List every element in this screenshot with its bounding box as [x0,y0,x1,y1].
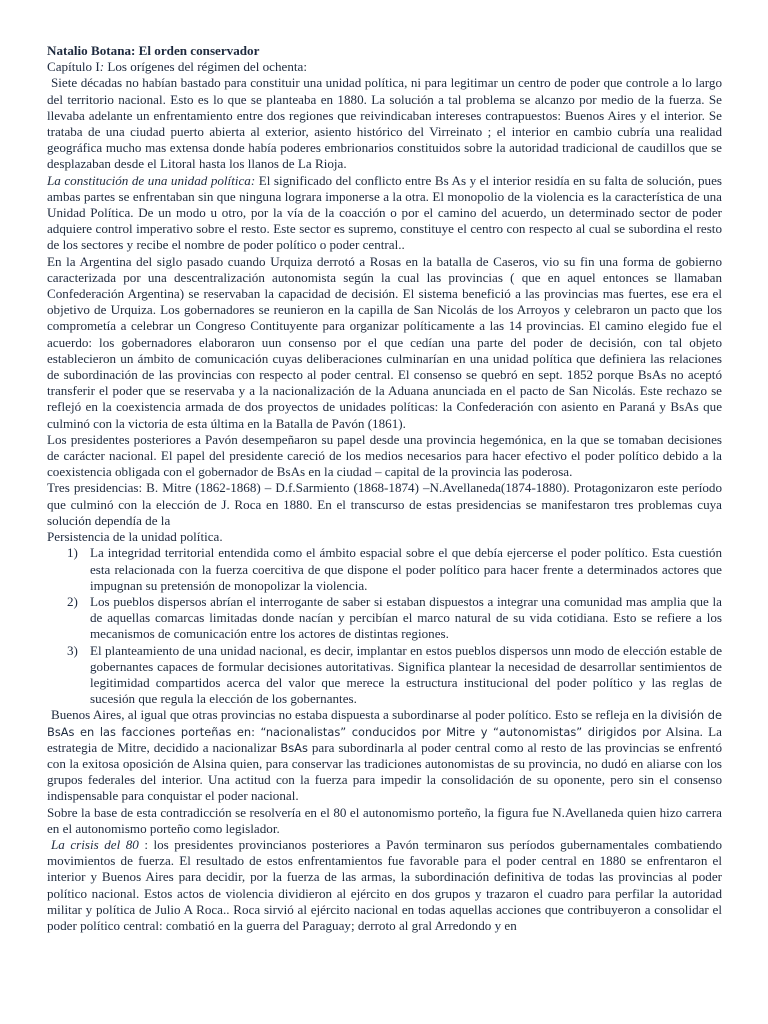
section-lead-unidad: La constitución de una unidad política: [47,172,256,188]
list-item-number: 2) [67,593,78,609]
list-item [47,594,722,643]
paragraph-presidentes: Los presidentes posteriores a Pavón desempeñaron su papel desde una provincia hegemónica, en la que se tomaban decisiones de carácter nacional. El papel del presidente careció de los medios necesarios para hacer efectivo el poder político debido a la coexistencia obligada con el gobernador de BsAs en la ciudad – capital de la provincia las poderosa. [47,431,722,480]
section-lead-crisis: La crisis del 80 [51,836,139,852]
paragraph-urquiza: En la Argentina del siglo pasado cuando Urquiza derrotó a Rosas en la batalla de Caseros, vio su fin una forma de gobierno caracterizada por una descentralización autonomista según la cual las provincias ( que en aquel entonces se llamaban Confederación Argentina) se reservaban la capacidad de decisión. El sistema benefició a las provincias mas fuertes, ese era el objetivo de Urquiza. Los gobernadores se reunieron en la capilla de San Nicolás de los Arroyos y celebraron un pacto que los comprometía a celebrar un Congreso Contituyente para organizar políticamente a las 14 provincias. El camino elegido fue el acuerdo: los gobernadores elaboraron uun consenso por el que cedían una parte del poder de decisión, con tal objeto establecieron un ámbito de comunicación cuyas deliberaciones culminarían en una unidad política que definiera las relaciones de subordinación de las provincias con respecto al poder central. El consenso se quebró en sept. 1852 porque BsAs no aceptó transferir el poder que se reservaba y a la nacionalización de la Aduana anunciada en el pacto de San Nicolás. Este rechazo se reflejó en la coexistencia armada de dos proyectos de unidades políticas: la Confederación con asiento en Paraná y BsAs que culminó con la victoria de esta última en la Batalla de Pavón (1861). [47,253,722,431]
problems-list [47,545,722,707]
list-item [47,545,722,594]
paragraph-unidad-text: El significado del conflicto entre Bs As y el interior residía en su falta de solución, pues ambas partes se enfrentaban sin que ninguna lograra imponerse a la otra. El monopolio de la violencia es la característica de una Unidad Política. De un modo u otro, por la vía de la coacción o por el camino del acuerdo, un determinado sector de poder adquiere control imperativo sobre el resto. Este sector es supremo, constituye el centro con respecto al cual se subordina el resto de los sectores y recibe el nombre de poder político o poder central.. [47,172,723,253]
paragraph-intro: Siete décadas no habían bastado para constituir una unidad política, ni para legitimar un centro de poder que controle a lo largo del territorio nacional. Esto es lo que se planteaba en 1880. La solución a tal problema se alcanzo por medio de la fuerza. Se llevaba adelante un enfrentamiento entre dos regiones que reivindicaban intereses contrapuestos: Buenos Aires y el interior. Se trataba de una ciudad puerto abierta al exterior, asiento histórico del Virreinato ; el interior en cambio cubría una realidad geográfica mucho mas extensa donde había poderes embrionarios constituidos sobre la autoridad tradicional de caudillos que se desplazaban desde el Litoral hasta los llanos de La Rioja. [47,75,722,172]
paragraph-autonomismo: Sobre la base de esta contradicción se resolvería en el 80 el autonomismo porteño, la figura fue N.Avellaneda quien hizo carrera en el autonomismo porteño como legislador. [47,804,722,836]
paragraph-unidad-politica [47,173,722,254]
document-title: Natalio Botana: El orden conservador [47,43,260,58]
paragraph-tres-presidencias: Tres presidencias: B. Mitre (1862-1868) – D.f.Sarmiento (1868-1874) –N.Avellaneda(1874-1880). Protagonizaron este período que culminó con la elección de J. Roca en 1880. En el transcurso de estas presidencias se manifestaron tres problemas cuya solución dependía de la [47,480,722,528]
list-item-text: Los pueblos dispersos abrían el interrogante de saber si estaban dispuestos a integrar una comunidad mas amplia que la de aquellas comarcas limitadas donde nacían y percibían el marco natural de su vida cotidiana. Esto se refiere a los mecanismos de comunicación entre los actores de distintas regiones. [90,593,722,642]
list-item-number: 1) [67,545,78,561]
list-item-text: La integridad territorial entendida como el ámbito espacial sobre el que debía ejercerse el poder político. Esta cuestión esta relacionada con la fuerza coercitiva de que dispone el poder político para hacer frente a determinados actores que impugnan su pretensión de monopolizar la violencia. [90,545,722,593]
list-item [47,643,722,708]
paragraph-ba-bsas: BsAs [280,740,308,755]
paragraph-buenos-aires [47,707,722,804]
paragraph-persistencia: Persistencia de la unidad política. [47,529,223,545]
list-item-text: El planteamiento de una unidad nacional, es decir, implantar en estos pueblos dispersos unn modo de elección estable de gobernantes capaces de formular decisiones autoritativas. Significa plantear la necesidad de desarrollar sentimientos de legitimidad compartidos acerca del valor que merece la estructura institucional del poder político y las reglas de sucesión que regula la elección de los gobernantes. [90,642,722,707]
paragraph-crisis-text: : los presidentes provincianos posteriores a Pavón terminaron sus períodos gubernamentales combatiendo movimientos de fuerza. El resultado de estos enfrentamientos fue favorable para el poder central en 1880 se enfrentaron el interior y Buenos Aires para decidir, por la fuerza de las armas, la subordinación definitiva de todas las provincias al poder político nacional. Estos actos de violencia dividieron al ejército en dos grupos y trazaron el cuadro para perfilar la autoridad militar y política de Julio A Roca.. Roca sirvió al ejército nacional en todas aquellas acciones que contribuyeron a consolidar el poder político central: combatió en la guerra del Paraguay; derroto al gral Arredondo y en [47,836,722,933]
paragraph-ba-facciones: división de BsAs en las facciones porteñas en: “nacionalistas” conducidos por Mitre y “autonomistas” dirigidos por [47,708,722,739]
chapter-separator: : [99,59,108,75]
paragraph-crisis-80 [47,837,722,934]
paragraph-ba-part-a: Buenos Aires, al igual que otras provincias no estaba dispuesta a subordinarse al poder político. Esto se refleja en la [51,707,661,723]
paragraph-ba-part-c: Alsina. La estrategia de Mitre, decidido a nacionalizar [47,723,722,755]
chapter-heading [47,59,722,75]
chapter-title: Los orígenes del régimen del ochenta: [107,59,307,75]
paragraph-ba-part-e: para subordinarla al poder central como al resto de las provincias se enfrentó con la exitosa oposición de Alsina quien, para conservar las tradiciones autonomistas de su provincia, no dudó en aliarse con los grupos federales del interior. Una actitud con la fuerza para impedir la consolidación de su oponente, pero sin el consenso indispensable para conquistar el poder nacional. [47,739,722,804]
chapter-label: Capítulo I [47,59,100,75]
list-item-number: 3) [67,642,78,658]
